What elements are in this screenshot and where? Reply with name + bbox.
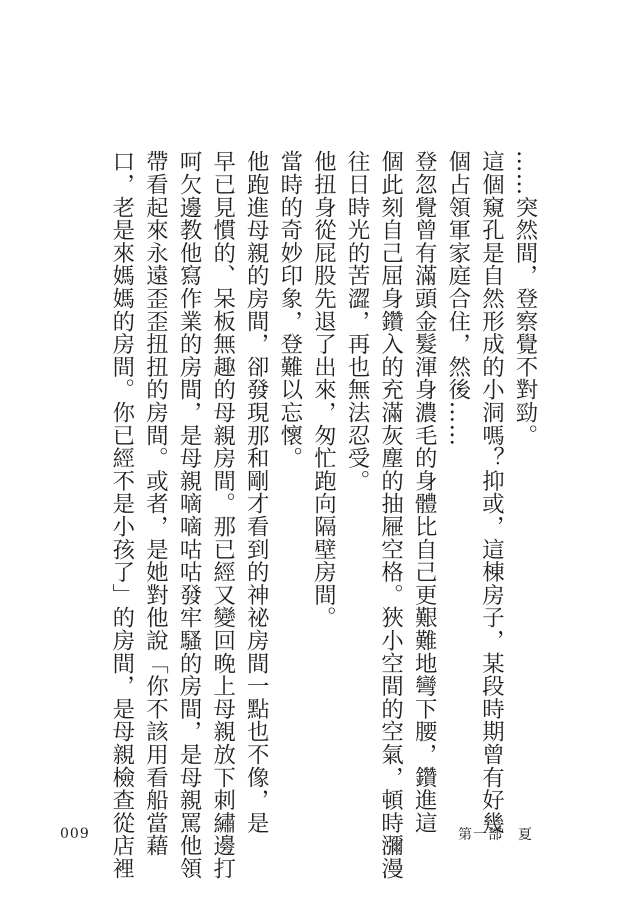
text-column-1: ……突然間，登察覺不對勁。 bbox=[512, 150, 538, 447]
running-footer-section: 第一部 夏 bbox=[458, 827, 533, 843]
text-column-13: 口，老是來媽媽的房間。你已經不是小孩了」的房間，是母親檢查從店裡 bbox=[108, 150, 135, 880]
page-number: 009 bbox=[60, 826, 90, 842]
text-column-6: 往日時光的苦澀，再也無法忍受。 bbox=[344, 150, 371, 492]
text-column-9: 他跑進母親的房間，卻發現那和剛才看到的神祕房間一點也不像，是 bbox=[243, 150, 270, 834]
text-column-5: 個此刻自己屈身鑽入的充滿灰塵的抽屜空格。狹小空間的空氣，頓時瀰漫 bbox=[377, 150, 404, 880]
text-column-7: 他扭身從屁股先退了出來，匆忙跑向隔壁房間。 bbox=[310, 150, 337, 629]
text-column-4: 登忽覺曾有滿頭金髮渾身濃毛的身體比自己更艱難地彎下腰，鑽進這 bbox=[411, 150, 438, 834]
text-column-12: 帶看起來永遠歪歪扭扭的房間。或者，是她對他說「你不該用看船當藉 bbox=[142, 150, 169, 857]
text-column-2: 這個窺孔是自然形成的小洞嗎？抑或，這棟房子，某段時期曾有好幾 bbox=[478, 150, 505, 834]
text-column-3: 個占領軍家庭合住，然後…… bbox=[444, 150, 471, 447]
text-column-8: 當時的奇妙印象，登難以忘懷。 bbox=[276, 150, 303, 470]
text-column-11: 呵欠邊教他寫作業的房間，是母親嘀嘀咕咕發牢騷的房間，是母親罵他領 bbox=[176, 150, 203, 880]
text-column-10: 早已見慣的、呆板無趣的母親房間。那已經又變回晚上母親放下刺繡邊打 bbox=[209, 150, 236, 880]
